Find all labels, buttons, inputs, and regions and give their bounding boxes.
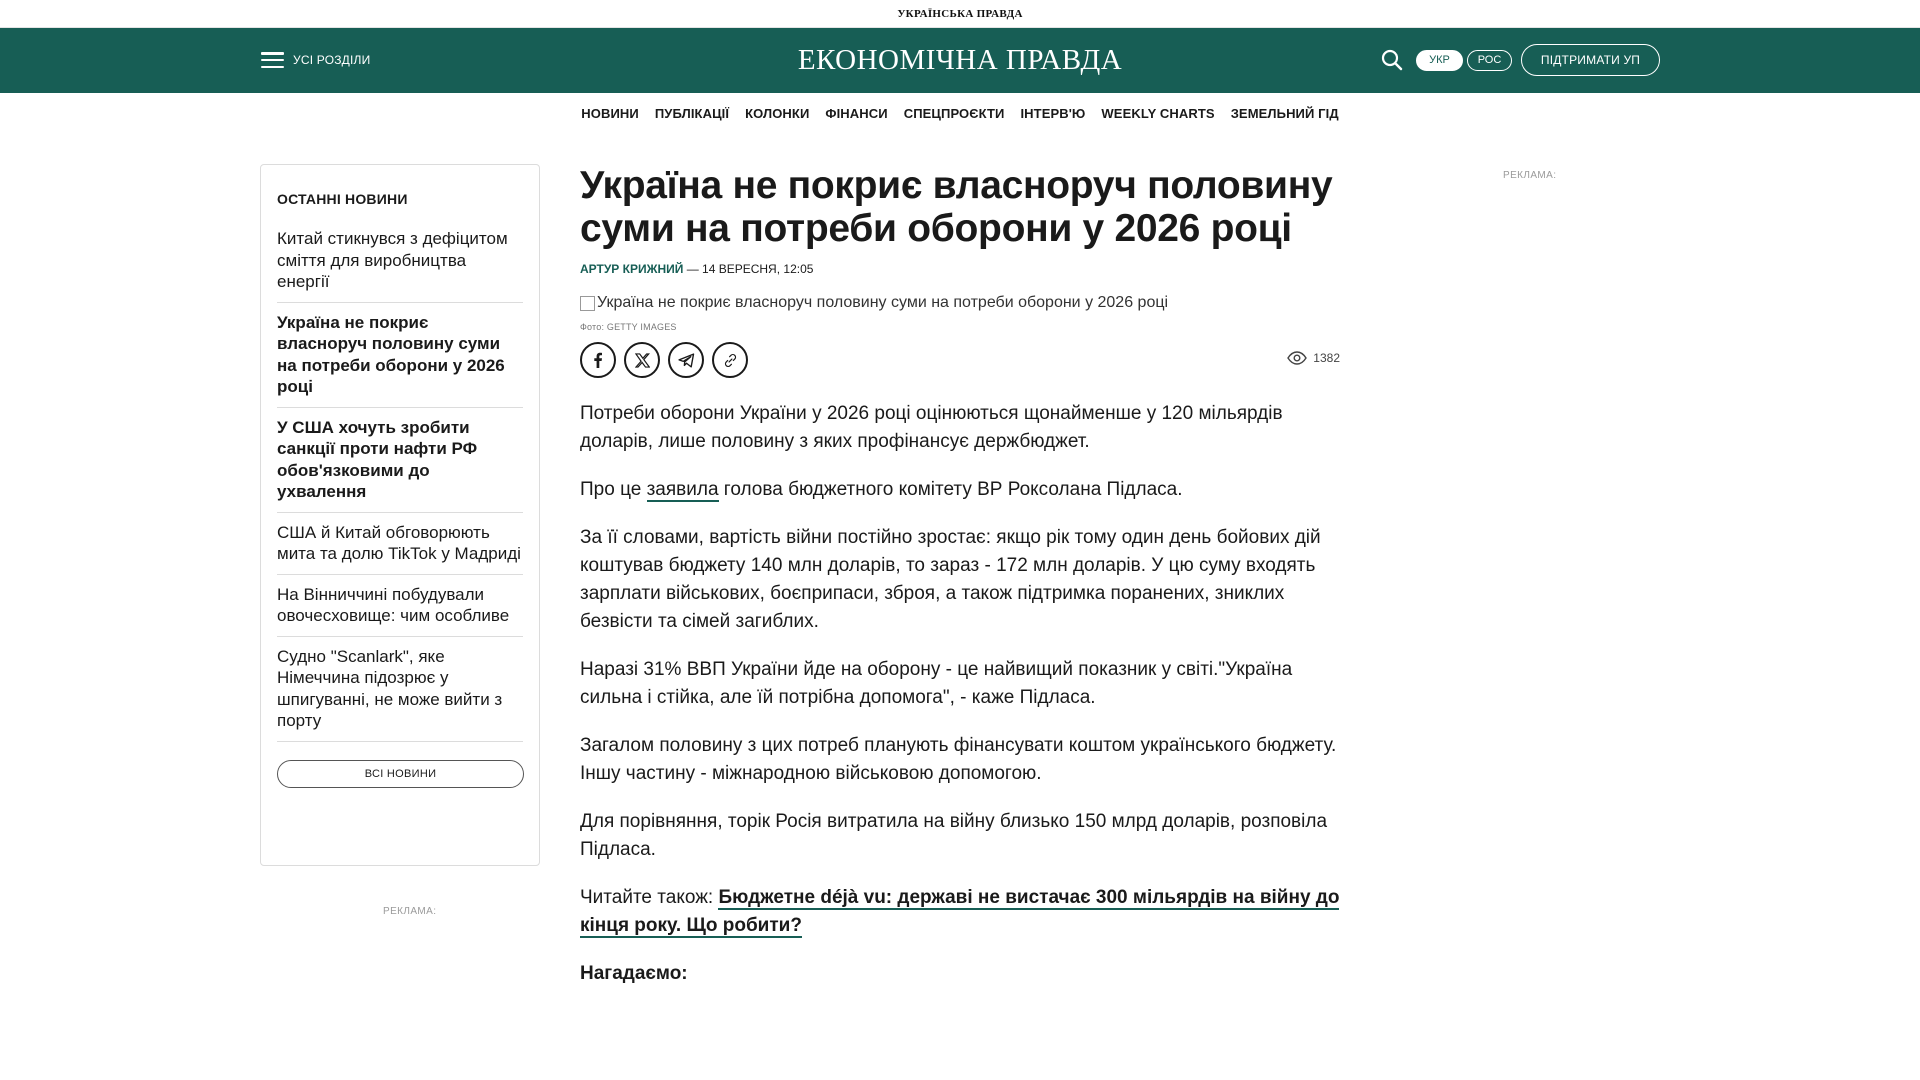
- paragraph: Потреби оборони України у 2026 році оцінюються щонайменше у 120 мільярдів доларів, лише половину з яких профінансує держбюджет.: [580, 403, 1283, 452]
- nav-item-special-projects[interactable]: СПЕЦПРОЄКТИ: [903, 106, 1005, 121]
- author-link[interactable]: АРТУР КРИЖНИЙ: [580, 262, 684, 276]
- broken-image-icon: [580, 296, 595, 311]
- top-strip: [0, 0, 1920, 28]
- lang-ukr-button[interactable]: УКР: [1416, 50, 1463, 71]
- publish-date: — 14 ВЕРЕСНЯ, 12:05: [683, 262, 814, 276]
- paragraph: [580, 476, 1340, 504]
- nav-item-land-guide[interactable]: ЗЕМЕЛЬНИЙ ГІД: [1230, 106, 1339, 121]
- right-ad-label: РЕКЛАМА:: [1503, 170, 1557, 181]
- share-row: [580, 342, 1340, 378]
- news-item[interactable]: Китай стикнувся з дефіцитом сміття для виробництва енергії: [277, 219, 523, 303]
- all-news-button[interactable]: ВСІ НОВИНИ: [277, 760, 524, 788]
- paragraph: Загалом половину з цих потреб планують фінансувати коштом українського бюджету. Іншу частину - міжнародною військовою допомогою.: [580, 735, 1337, 784]
- article: [580, 164, 1340, 988]
- sidebar-ad-label: РЕКЛАМА:: [383, 906, 437, 917]
- hamburger-icon: [261, 52, 284, 68]
- news-item[interactable]: Україна не покриє власноруч половину суми на потреби оборони у 2026 році: [277, 303, 523, 408]
- view-count: [1287, 351, 1340, 365]
- paragraph: Для порівняння, торік Росія витратила на війну близько 150 млрд доларів, розповіла Підласа.: [580, 811, 1328, 860]
- sidebar-heading: ОСТАННІ НОВИНИ: [277, 191, 408, 207]
- up-logo-link[interactable]: УКРАЇНСЬКА ПРАВДА: [897, 8, 1023, 20]
- paragraph: Наразі 31% ВВП України йде на оборону - це найвищий показник у світі."Україна сильна і стійка, але їй потрібна допомога", - каже Підласа.: [580, 659, 1293, 708]
- hero-image: [580, 294, 1340, 312]
- article-title: Україна не покриє власноруч половину суми на потреби оборони у 2026 році: [580, 164, 1333, 250]
- paragraph: [580, 884, 1340, 940]
- paragraph-text: голова бюджетного комітету ВР Роксолана Підласа.: [718, 479, 1183, 500]
- support-button[interactable]: ПІДТРИМАТИ УП: [1521, 44, 1660, 76]
- byline: [580, 262, 1340, 276]
- reminder-heading: Нагадаємо:: [580, 963, 688, 984]
- lang-ros-button[interactable]: РОС: [1467, 50, 1512, 71]
- view-count-value: 1382: [1313, 351, 1340, 365]
- latest-news-sidebar: [260, 164, 540, 866]
- site-header: [0, 28, 1920, 93]
- facebook-icon[interactable]: [580, 342, 616, 378]
- nav-item-finance[interactable]: ФІНАНСИ: [825, 106, 888, 121]
- section-nav: [0, 104, 1920, 124]
- news-item[interactable]: США й Китай обговорюють мита та долю TikTok у Мадриді: [277, 513, 523, 575]
- search-icon[interactable]: [1380, 48, 1404, 72]
- link-icon[interactable]: [712, 342, 748, 378]
- read-also-link[interactable]: Бюджетне déjà vu: державі не вистачає 300 мільярдів на війну до кінця року. Що робити?: [580, 887, 1340, 936]
- source-link[interactable]: заявила: [646, 479, 719, 500]
- nav-item-columns[interactable]: КОЛОНКИ: [745, 106, 810, 121]
- news-item[interactable]: У США хочуть зробити санкції проти нафти РФ обов'язковими до ухвалення: [277, 408, 523, 513]
- all-sections-menu-button[interactable]: [261, 48, 370, 72]
- photo-credit: Фото: GETTY IMAGES: [580, 322, 677, 332]
- telegram-icon[interactable]: [668, 342, 704, 378]
- nav-item-interview[interactable]: ІНТЕРВ'Ю: [1020, 106, 1086, 121]
- nav-item-publications[interactable]: ПУБЛІКАЦІЇ: [654, 106, 730, 121]
- paragraph-text: Про це: [580, 479, 647, 500]
- nav-item-news[interactable]: НОВИНИ: [581, 106, 639, 121]
- eye-icon: [1287, 351, 1307, 365]
- hero-image-alt: Україна не покриє власноруч половину суми на потреби оборони у 2026 році: [597, 294, 1169, 311]
- read-also-label: Читайте також:: [580, 887, 719, 908]
- news-item[interactable]: Судно "Scanlark", яке Німеччина підозрює у шпигуванні, не може вийти з порту: [277, 637, 523, 742]
- paragraph: За її словами, вартість війни постійно зростає: якщо рік тому один день бойових дій коштував бюджету 140 млн доларів, то зараз - 172 млн доларів. У цю суму входять зарплати військових, боєприпаси, зброя, а також підтримка поранених, зниклих безвісти та сімей загиблих.: [580, 527, 1321, 632]
- menu-label: УСІ РОЗДІЛИ: [293, 53, 371, 67]
- article-body: [580, 400, 1340, 988]
- news-item[interactable]: На Вінниччині побудували овочесховище: чим особливе: [277, 575, 523, 637]
- site-logo[interactable]: ЕКОНОМІЧНА ПРАВДА: [797, 44, 1123, 76]
- nav-item-weekly-charts[interactable]: WEEKLY CHARTS: [1101, 106, 1215, 121]
- x-icon[interactable]: [624, 342, 660, 378]
